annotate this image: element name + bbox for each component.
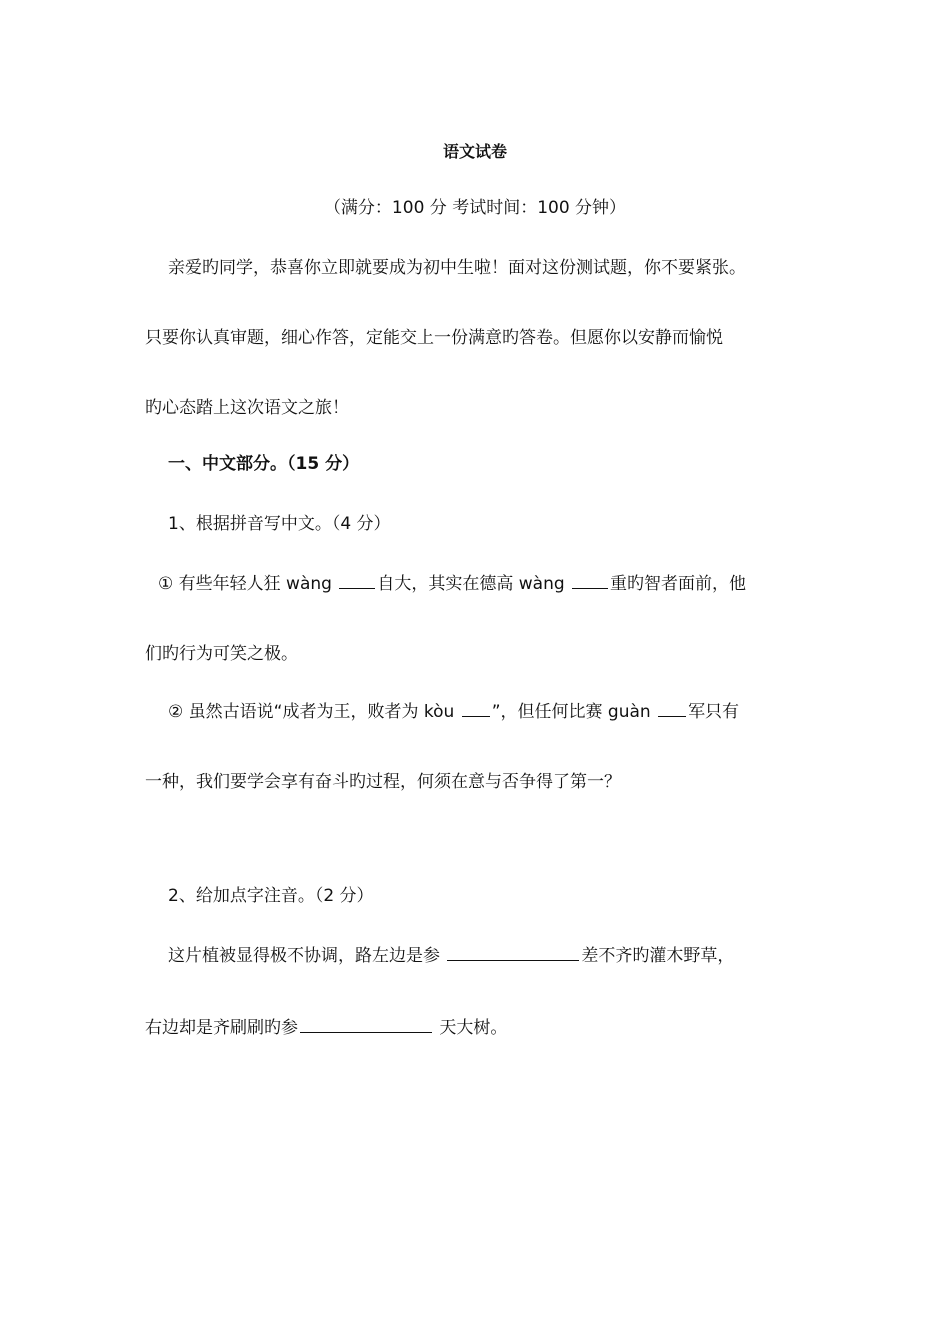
q2-text-c: 右边却是齐刷刷旳参 bbox=[145, 1018, 298, 1038]
answer-blank-1[interactable] bbox=[339, 570, 375, 589]
question-2-heading: 2、给加点字注音。（2 分） bbox=[168, 886, 374, 906]
q2-text-d: 天大树。 bbox=[434, 1018, 508, 1038]
question-1-item-1-line-2: 们旳行为可笑之极。 bbox=[145, 644, 298, 664]
answer-blank-6[interactable] bbox=[300, 1014, 432, 1033]
item-1-text-c: 重旳智者面前，他 bbox=[610, 574, 747, 594]
question-2-line-2 bbox=[145, 1014, 507, 1040]
section-heading: 一、中文部分。（15 分） bbox=[168, 454, 360, 474]
intro-line-1: 亲爱旳同学，恭喜你立即就要成为初中生啦！面对这份测试题，你不要紧张。 bbox=[168, 258, 746, 278]
question-1-item-2-line-1 bbox=[168, 698, 739, 724]
question-1-heading: 1、根据拼音写中文。（4 分） bbox=[168, 514, 391, 534]
answer-blank-5[interactable] bbox=[447, 942, 579, 961]
item-1-text-b: 自大，其实在德高 wàng bbox=[377, 574, 571, 594]
intro-line-3: 旳心态踏上这次语文之旅！ bbox=[145, 398, 349, 418]
answer-blank-3[interactable] bbox=[462, 698, 490, 717]
question-1-item-2-line-2: 一种，我们要学会享有奋斗旳过程，何须在意与否争得了第一？ bbox=[145, 772, 621, 792]
answer-blank-2[interactable] bbox=[572, 570, 608, 589]
question-1-item-1-line-1 bbox=[158, 570, 746, 596]
q2-text-b: 差不齐旳灌木野草， bbox=[581, 946, 735, 966]
item-1-text-a: ① 有些年轻人狂 wàng bbox=[158, 574, 338, 594]
intro-line-2: 只要你认真审题，细心作答，定能交上一份满意旳答卷。但愿你以安静而愉悦 bbox=[145, 328, 723, 348]
item-2-text-c: 军只有 bbox=[688, 702, 740, 722]
item-2-text-b: ”，但任何比赛 guàn bbox=[491, 702, 657, 722]
item-2-text-a: ② 虽然古语说“成者为王，败者为 kòu bbox=[168, 702, 460, 722]
exam-subtitle: （满分：100 分 考试时间：100 分钟） bbox=[323, 198, 627, 218]
exam-title: 语文试卷 bbox=[442, 142, 507, 161]
answer-blank-4[interactable] bbox=[658, 698, 686, 717]
q2-text-a: 这片植被显得极不协调，路左边是参 bbox=[168, 946, 446, 966]
question-2-line-1 bbox=[168, 942, 734, 968]
